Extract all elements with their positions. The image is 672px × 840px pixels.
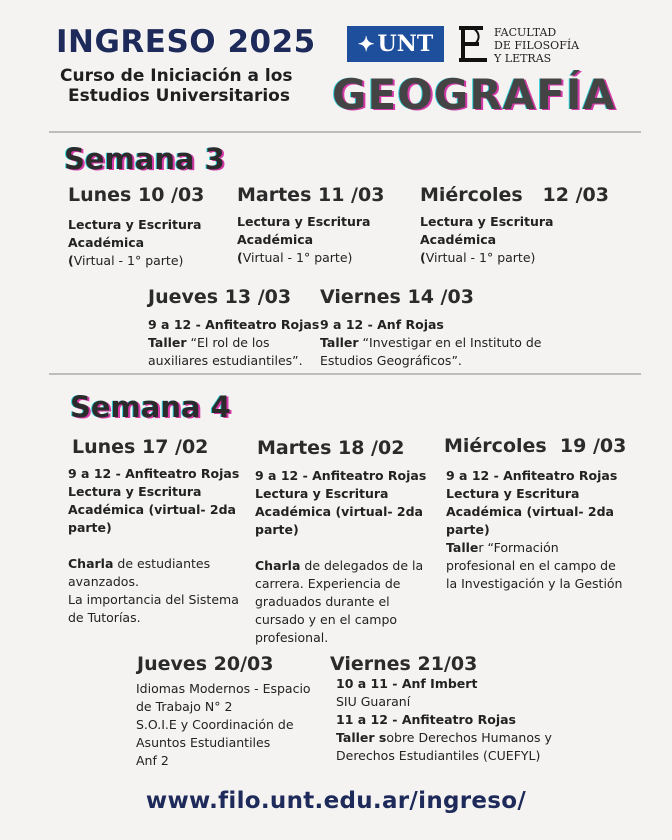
detail-line: 11 a 12 - Anfiteatro Rojas bbox=[336, 712, 516, 727]
detail-line: auxiliares estudiantiles”. bbox=[148, 353, 303, 368]
week4-monday-day: Lunes 17 /02 bbox=[72, 436, 209, 458]
taller-label: Taller bbox=[320, 335, 359, 350]
taller-label: Talle bbox=[446, 540, 479, 555]
detail-line: profesional en el campo de bbox=[446, 558, 616, 573]
week3-friday-day: Viernes 14 /03 bbox=[320, 286, 474, 308]
detail-text: Virtual - 1° parte) bbox=[73, 253, 184, 268]
detail-text: r “Formación bbox=[478, 540, 559, 555]
faculty-line-1: FACULTAD bbox=[494, 26, 557, 39]
subtitle-line-1: Curso de Iniciación a los bbox=[60, 66, 293, 86]
detail-line: 9 a 12 - Anf Rojas bbox=[320, 317, 444, 332]
paren: ( bbox=[420, 250, 426, 265]
charla-label: Charla bbox=[255, 558, 301, 573]
detail-line: 9 a 12 - Anfiteatro Rojas bbox=[255, 468, 427, 483]
week3-tuesday-details bbox=[237, 213, 371, 267]
detail-text: de estudiantes bbox=[113, 556, 211, 571]
detail-text: obre Derechos Humanos y bbox=[386, 730, 552, 745]
detail-line: Derechos Estudiantiles (CUEFYL) bbox=[336, 748, 541, 763]
detail-line: cursado y en el campo bbox=[255, 612, 398, 627]
detail-line: SIU Guaraní bbox=[336, 694, 411, 709]
star-icon: ✦ bbox=[357, 32, 375, 56]
week4-wednesday-day: Miércoles 19 /03 bbox=[444, 435, 627, 457]
detail-line: Lectura y Escritura bbox=[446, 486, 580, 501]
taller-label: Taller bbox=[148, 335, 187, 350]
detail-line bbox=[255, 557, 426, 575]
week3-thursday-details bbox=[148, 316, 319, 370]
detail-line: La importancia del Sistema bbox=[68, 592, 239, 607]
detail-line: 9 a 12 - Anfiteatro Rojas bbox=[446, 468, 618, 483]
detail-line: carrera. Experiencia de bbox=[255, 576, 401, 591]
paren: ( bbox=[237, 250, 243, 265]
week4-thursday-day: Jueves 20/03 bbox=[137, 653, 274, 675]
detail-line: profesional. bbox=[255, 630, 329, 645]
detail-line: Académica bbox=[420, 232, 497, 247]
detail-line: de Tutorías. bbox=[68, 610, 141, 625]
week-4-title: Semana 4 bbox=[70, 390, 231, 424]
faculty-name bbox=[494, 26, 579, 65]
detail-line: Idiomas Modernos - Espacio bbox=[136, 681, 311, 696]
detail-line: Académica (virtual- 2da bbox=[68, 502, 236, 517]
detail-line: parte) bbox=[446, 522, 490, 537]
spacer bbox=[68, 537, 239, 555]
faculty-monogram-icon bbox=[453, 22, 491, 66]
unt-logo bbox=[347, 26, 444, 62]
detail-line bbox=[420, 249, 554, 267]
detail-line: Lectura y Escritura bbox=[68, 217, 202, 232]
detail-line: Lectura y Escritura bbox=[420, 214, 554, 229]
detail-line bbox=[148, 334, 319, 352]
detail-line bbox=[320, 334, 542, 352]
detail-line: parte) bbox=[68, 520, 112, 535]
detail-line: Académica (virtual- 2da bbox=[446, 504, 614, 519]
website-url[interactable]: www.filo.unt.edu.ar/ingreso/ bbox=[145, 788, 527, 814]
detail-line bbox=[68, 555, 239, 573]
detail-line: avanzados. bbox=[68, 574, 139, 589]
week3-wednesday-day: Miércoles 12 /03 bbox=[420, 184, 609, 206]
week4-tuesday-day: Martes 18 /02 bbox=[257, 437, 405, 459]
detail-line: Académica bbox=[237, 232, 314, 247]
detail-line: Lectura y Escritura bbox=[68, 484, 202, 499]
detail-line bbox=[446, 539, 622, 557]
week4-friday-details bbox=[336, 675, 552, 765]
detail-line: 9 a 12 - Anfiteatro Rojas bbox=[68, 466, 240, 481]
detail-text: “El rol de los bbox=[186, 335, 270, 350]
week4-wednesday-details bbox=[446, 467, 622, 593]
week4-tuesday-details bbox=[255, 467, 426, 647]
detail-line: Anf 2 bbox=[136, 753, 169, 768]
detail-line: Lectura y Escritura bbox=[255, 486, 389, 501]
week-3-title: Semana 3 bbox=[64, 142, 225, 176]
faculty-line-3: Y LETRAS bbox=[494, 52, 552, 65]
week4-friday-day: Viernes 21/03 bbox=[330, 653, 478, 675]
detail-line: Académica (virtual- 2da bbox=[255, 504, 423, 519]
detail-line bbox=[336, 729, 552, 747]
taller-label: Taller s bbox=[336, 730, 387, 745]
detail-line: Lectura y Escritura bbox=[237, 214, 371, 229]
page-title: INGRESO 2025 bbox=[56, 24, 316, 60]
week3-monday-details bbox=[68, 216, 202, 270]
detail-line: S.O.I.E y Coordinación de bbox=[136, 717, 294, 732]
detail-line: graduados durante el bbox=[255, 594, 390, 609]
subtitle-line-2: Estudios Universitarios bbox=[68, 86, 290, 106]
detail-line: parte) bbox=[255, 522, 299, 537]
week3-monday-day: Lunes 10 /03 bbox=[68, 184, 205, 206]
week3-thursday-day: Jueves 13 /03 bbox=[148, 286, 292, 308]
detail-text: Virtual - 1° parte) bbox=[425, 250, 536, 265]
detail-line bbox=[237, 249, 371, 267]
detail-line: Estudios Geográficos”. bbox=[320, 353, 462, 368]
week3-tuesday-day: Martes 11 /03 bbox=[237, 184, 385, 206]
detail-line: 9 a 12 - Anfiteatro Rojas bbox=[148, 317, 320, 332]
faculty-line-2: DE FILOSOFÍA bbox=[494, 39, 580, 52]
divider bbox=[49, 373, 641, 375]
detail-line: 10 a 11 - Anf Imbert bbox=[336, 676, 478, 691]
detail-line bbox=[68, 252, 202, 270]
program-title: GEOGRAFÍA bbox=[332, 70, 617, 119]
unt-logo-text: UNT bbox=[377, 31, 434, 57]
detail-line: Académica bbox=[68, 235, 145, 250]
charla-label: Charla bbox=[68, 556, 114, 571]
paren: ( bbox=[68, 253, 74, 268]
detail-text: “Investigar en el Instituto de bbox=[358, 335, 542, 350]
divider bbox=[49, 131, 641, 133]
detail-text: de delegados de la bbox=[300, 558, 424, 573]
detail-line: Asuntos Estudiantiles bbox=[136, 735, 271, 750]
faculty-logo bbox=[453, 22, 489, 66]
week3-friday-details bbox=[320, 316, 542, 370]
week3-wednesday-details bbox=[420, 213, 554, 267]
detail-text: Virtual - 1° parte) bbox=[242, 250, 353, 265]
detail-line: la Investigación y la Gestión bbox=[446, 576, 623, 591]
detail-line: de Trabajo N° 2 bbox=[136, 699, 233, 714]
spacer bbox=[255, 539, 426, 557]
week4-monday-details bbox=[68, 465, 239, 627]
week4-thursday-details bbox=[136, 680, 311, 770]
